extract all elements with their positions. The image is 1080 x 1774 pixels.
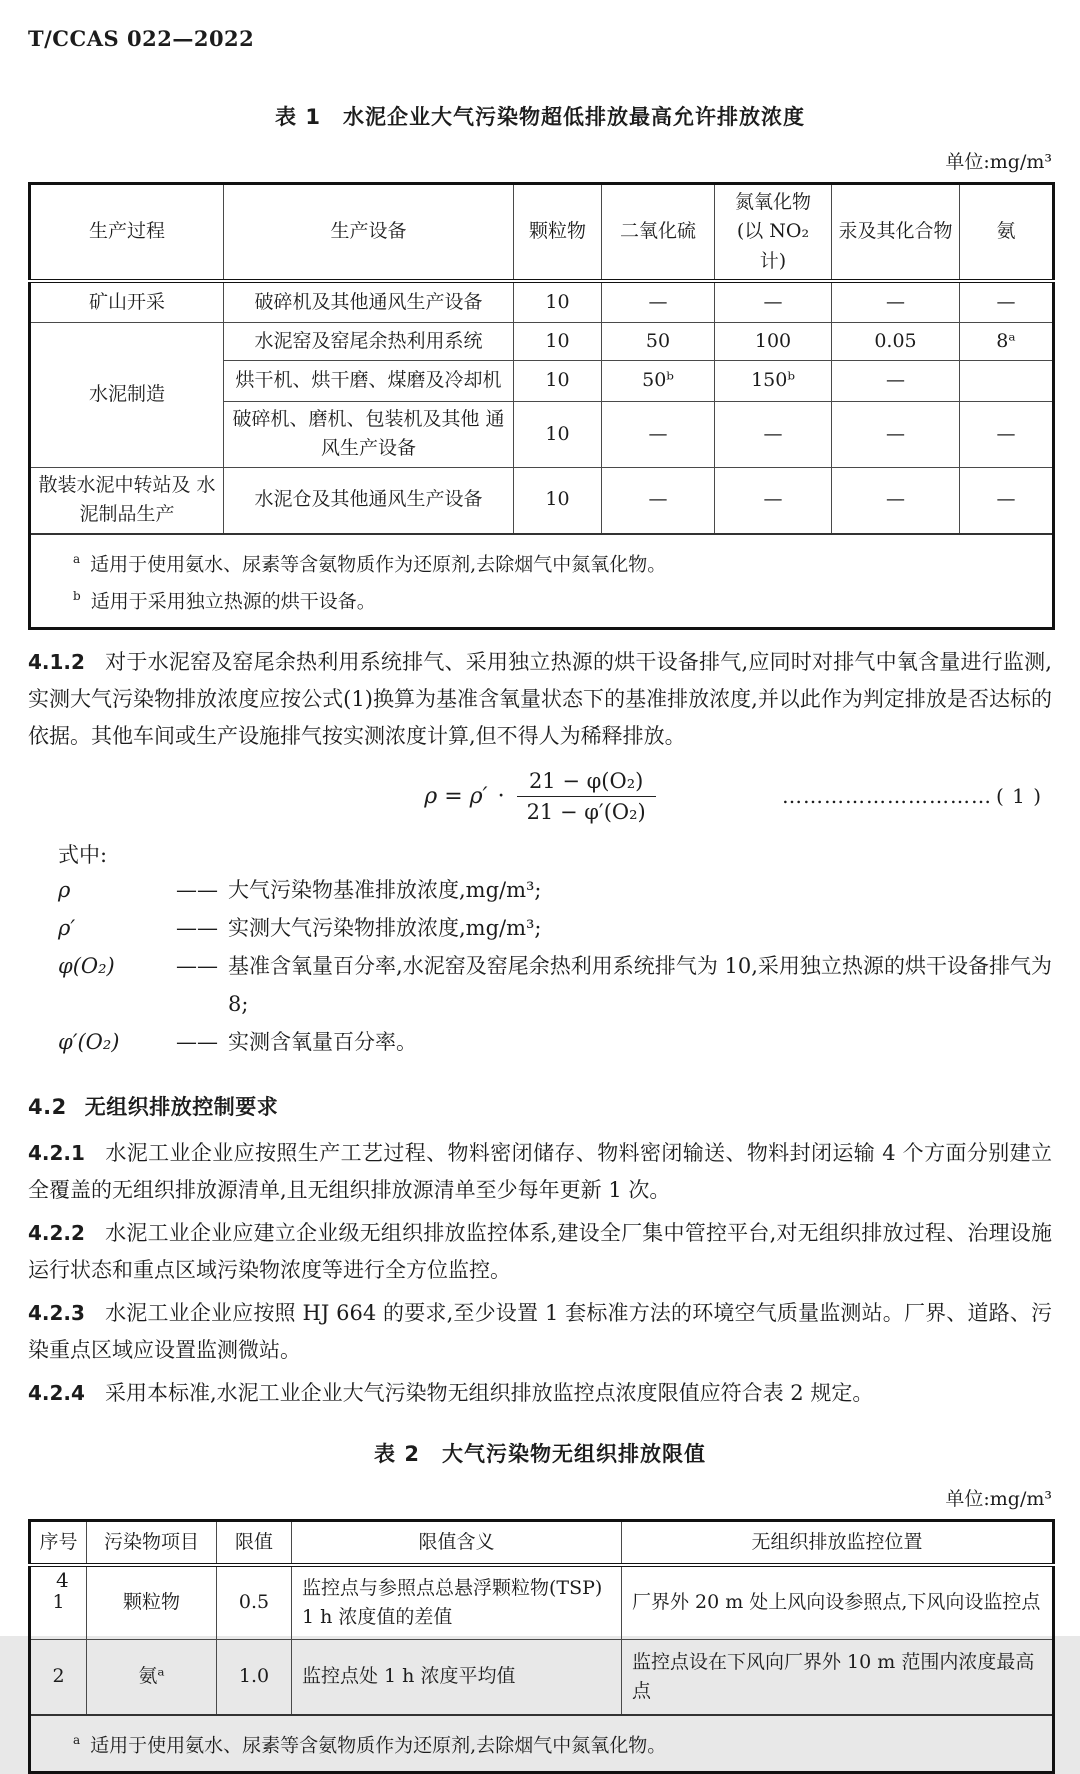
- symbol: ρ: [58, 878, 71, 903]
- cell-nh3: —: [960, 281, 1054, 322]
- clause-text: 对于水泥窑及窑尾余热利用系统排气、采用独立热源的烘干设备排气,应同时对排气中氧含量进行监测,实测大气污染物排放浓度应按公式(1)换算为基准含氧量状态下的基准排放浓度,并以此作为判定排放是否达标的依据。其他车间或生产设施排气按实测浓度计算,但不得人为稀释排放。: [28, 650, 1052, 749]
- clause-text: 水泥工业企业应建立企业级无组织排放监控体系,建设全厂集中管控平台,对无组织排放过程、治理设施运行状态和重点区域污染物浓度等进行全方位监控。: [28, 1221, 1052, 1283]
- cell-so2: 50ᵇ: [602, 360, 715, 401]
- clause-number: 4.2.4: [28, 1381, 85, 1406]
- definition-phi-prime-o2: [28, 1023, 1052, 1061]
- cell-process: 散装水泥中转站及 水泥制品生产: [30, 467, 224, 533]
- table1-footnotes-row: [30, 534, 1054, 629]
- clause-4-2-4: [28, 1375, 1052, 1412]
- formula-lhs: ρ = ρ′: [424, 783, 488, 809]
- cell-process: 水泥制造: [30, 322, 224, 467]
- table1-header-nh3: 氨: [960, 184, 1054, 282]
- footnote-text: 适用于使用氨水、尿素等含氨物质作为还原剂,去除烟气中氮氧化物。: [90, 552, 667, 575]
- cell-nox: —: [715, 401, 832, 467]
- footnote-marker: a: [73, 551, 81, 566]
- table-row: [30, 1565, 1054, 1640]
- table2-header-pollutant: 污染物项目: [87, 1521, 217, 1565]
- cell-limit: 0.5: [217, 1565, 292, 1640]
- clause-text: 采用本标准,水泥工业企业大气污染物无组织排放监控点浓度限值应符合表 2 规定。: [104, 1381, 874, 1406]
- formula-leader: [782, 784, 1042, 808]
- cell-so2: —: [602, 281, 715, 322]
- clause-4-2-2: [28, 1215, 1052, 1289]
- definition-text: 实测含氧量百分率。: [228, 1030, 417, 1055]
- table-row: [30, 281, 1054, 322]
- table1-footnote-b: [73, 580, 1040, 617]
- table1-header-so2: 二氧化硫: [602, 184, 715, 282]
- cell-hg: —: [832, 401, 960, 467]
- table1-footnote-a: [73, 543, 1040, 580]
- cell-limit: 1.0: [217, 1640, 292, 1715]
- clause-number: 4.2.3: [28, 1301, 85, 1326]
- clause-text: 水泥工业企业应按照生产工艺过程、物料密闭储存、物料密闭输送、物料封闭运输 4 个方面分别建立全覆盖的无组织排放源清单,且无组织排放源清单至少每年更新 1 次。: [28, 1141, 1052, 1203]
- cell-pm: 10: [514, 401, 602, 467]
- table1-title: 表 1 水泥企业大气污染物超低排放最高允许排放浓度: [275, 105, 805, 129]
- table2-footnote-a: [73, 1724, 1040, 1761]
- symbol: φ(O₂): [58, 954, 115, 979]
- table1-header-pm: 颗粒物: [514, 184, 602, 282]
- cell-equipment: 破碎机、磨机、包装机及其他 通风生产设备: [224, 401, 514, 467]
- table1-header-nox-line2: (以 NO₂ 计): [736, 220, 810, 272]
- symbol-definitions: [28, 871, 1052, 1061]
- cell-hg: —: [832, 360, 960, 401]
- cell-nh3: —: [960, 401, 1054, 467]
- formula-dot-operator: ·: [497, 783, 505, 809]
- where-label: 式中:: [58, 843, 108, 868]
- cell-equipment: 烘干机、烘干磨、煤磨及冷却机: [224, 360, 514, 401]
- leader-dots: …………………………: [781, 784, 992, 809]
- table2-unit: 单位:mg/m³: [945, 1488, 1052, 1511]
- cell-equipment: 水泥窑及窑尾余热利用系统: [224, 322, 514, 360]
- table1-unit: 单位:mg/m³: [945, 151, 1052, 173]
- symbol: ρ′: [58, 916, 76, 941]
- table-row: [30, 322, 1054, 360]
- definition-dash: ——: [176, 878, 218, 903]
- cell-pm: 10: [514, 281, 602, 322]
- cell-so2: —: [602, 467, 715, 533]
- clause-number: 4.2.2: [28, 1221, 85, 1246]
- formula-fraction: [517, 769, 656, 824]
- cell-equipment: 破碎机及其他通风生产设备: [224, 281, 514, 322]
- cell-pm: 10: [514, 467, 602, 533]
- footnote-text: 适用于采用独立热源的烘干设备。: [90, 590, 376, 613]
- equation-number: ( 1 ): [995, 784, 1042, 809]
- table2-header-location: 无组织排放监控位置: [622, 1521, 1054, 1565]
- table1-header-equipment: 生产设备: [224, 184, 514, 282]
- cell-no: 1: [30, 1565, 87, 1640]
- cell-nh3: [960, 360, 1054, 401]
- section-4-2-heading: [28, 1091, 1052, 1121]
- definition-text: 大气污染物基准排放浓度,mg/m³;: [228, 878, 542, 903]
- definition-dash: ——: [176, 954, 218, 979]
- cell-hg: —: [832, 281, 960, 322]
- formula-denominator: 21 − φ′(O₂): [526, 799, 646, 824]
- cell-hg: —: [832, 467, 960, 533]
- definition-phi-o2: [28, 947, 1052, 1023]
- cell-pm: 10: [514, 322, 602, 360]
- symbol: φ′(O₂): [58, 1030, 120, 1055]
- cell-nox: —: [715, 467, 832, 533]
- cell-nox: —: [715, 281, 832, 322]
- table1-header-hg: 汞及其化合物: [832, 184, 960, 282]
- clause-text: 水泥工业企业应按照 HJ 664 的要求,至少设置 1 套标准方法的环境空气质量监测站。厂界、道路、污染重点区域应设置监测微站。: [28, 1301, 1052, 1363]
- definition-dash: ——: [176, 1030, 218, 1055]
- table2-header-meaning: 限值含义: [292, 1521, 622, 1565]
- cell-no: 2: [30, 1640, 87, 1715]
- clause-number: 4.1.2: [28, 650, 85, 675]
- table2-title: 表 2 大气污染物无组织排放限值: [374, 1442, 706, 1467]
- table2-header-row: [30, 1521, 1054, 1565]
- table2-footnote-row: [30, 1715, 1054, 1773]
- definition-rho: [28, 871, 1052, 909]
- cell-location: 监控点设在下风向厂界外 10 m 范围内浓度最高点: [622, 1640, 1054, 1715]
- definition-text: 基准含氧量百分率,水泥窑及窑尾余热利用系统排气为 10,采用独立热源的烘干设备排气为 8;: [228, 954, 1052, 1017]
- formula-1: [28, 765, 1052, 827]
- footnote-marker: b: [73, 588, 81, 603]
- definition-rho-prime: [28, 909, 1052, 947]
- clause-4-1-2: [28, 644, 1052, 755]
- section-number: 4.2: [28, 1095, 67, 1120]
- cell-hg: 0.05: [832, 322, 960, 360]
- cell-nox: 150ᵇ: [715, 360, 832, 401]
- footnote-text: 适用于使用氨水、尿素等含氨物质作为还原剂,去除烟气中氮氧化物。: [90, 1734, 667, 1757]
- cell-meaning: 监控点与参照点总悬浮颗粒物(TSP) 1 h 浓度值的差值: [292, 1565, 622, 1640]
- clause-4-2-1: [28, 1135, 1052, 1209]
- cell-nox: 100: [715, 322, 832, 360]
- section-title: 无组织排放控制要求: [84, 1095, 279, 1120]
- page-number: 4: [56, 1568, 69, 1592]
- table1-header-process: 生产过程: [30, 184, 224, 282]
- cell-nh3: 8ᵃ: [960, 322, 1054, 360]
- cell-so2: 50: [602, 322, 715, 360]
- cell-pollutant: 颗粒物: [87, 1565, 217, 1640]
- table1-header-nox-line1: 氮氧化物: [734, 191, 811, 213]
- cell-so2: —: [602, 401, 715, 467]
- cell-nh3: —: [960, 467, 1054, 533]
- definition-dash: ——: [176, 916, 218, 941]
- footnote-marker: a: [73, 1732, 81, 1747]
- table-row: [30, 1640, 1054, 1715]
- cell-pollutant: 氨ᵃ: [87, 1640, 217, 1715]
- cell-process: 矿山开采: [30, 281, 224, 322]
- table2-header-no: 序号: [30, 1521, 87, 1565]
- formula-numerator: 21 − φ(O₂): [517, 769, 656, 797]
- cell-location: 厂界外 20 m 处上风向设参照点,下风向设监控点: [622, 1565, 1054, 1640]
- table2: [28, 1519, 1055, 1774]
- cell-meaning: 监控点处 1 h 浓度平均值: [292, 1640, 622, 1715]
- cell-equipment: 水泥仓及其他通风生产设备: [224, 467, 514, 533]
- definition-text: 实测大气污染物排放浓度,mg/m³;: [228, 916, 542, 941]
- clause-number: 4.2.1: [28, 1141, 85, 1166]
- table1-header-row: [30, 184, 1054, 282]
- table1-header-nox: [715, 184, 832, 282]
- table-row: [30, 467, 1054, 533]
- table2-header-limit: 限值: [217, 1521, 292, 1565]
- table1: [28, 182, 1055, 630]
- doc-code: T/CCAS 022—2022: [28, 26, 255, 51]
- cell-pm: 10: [514, 360, 602, 401]
- clause-4-2-3: [28, 1295, 1052, 1369]
